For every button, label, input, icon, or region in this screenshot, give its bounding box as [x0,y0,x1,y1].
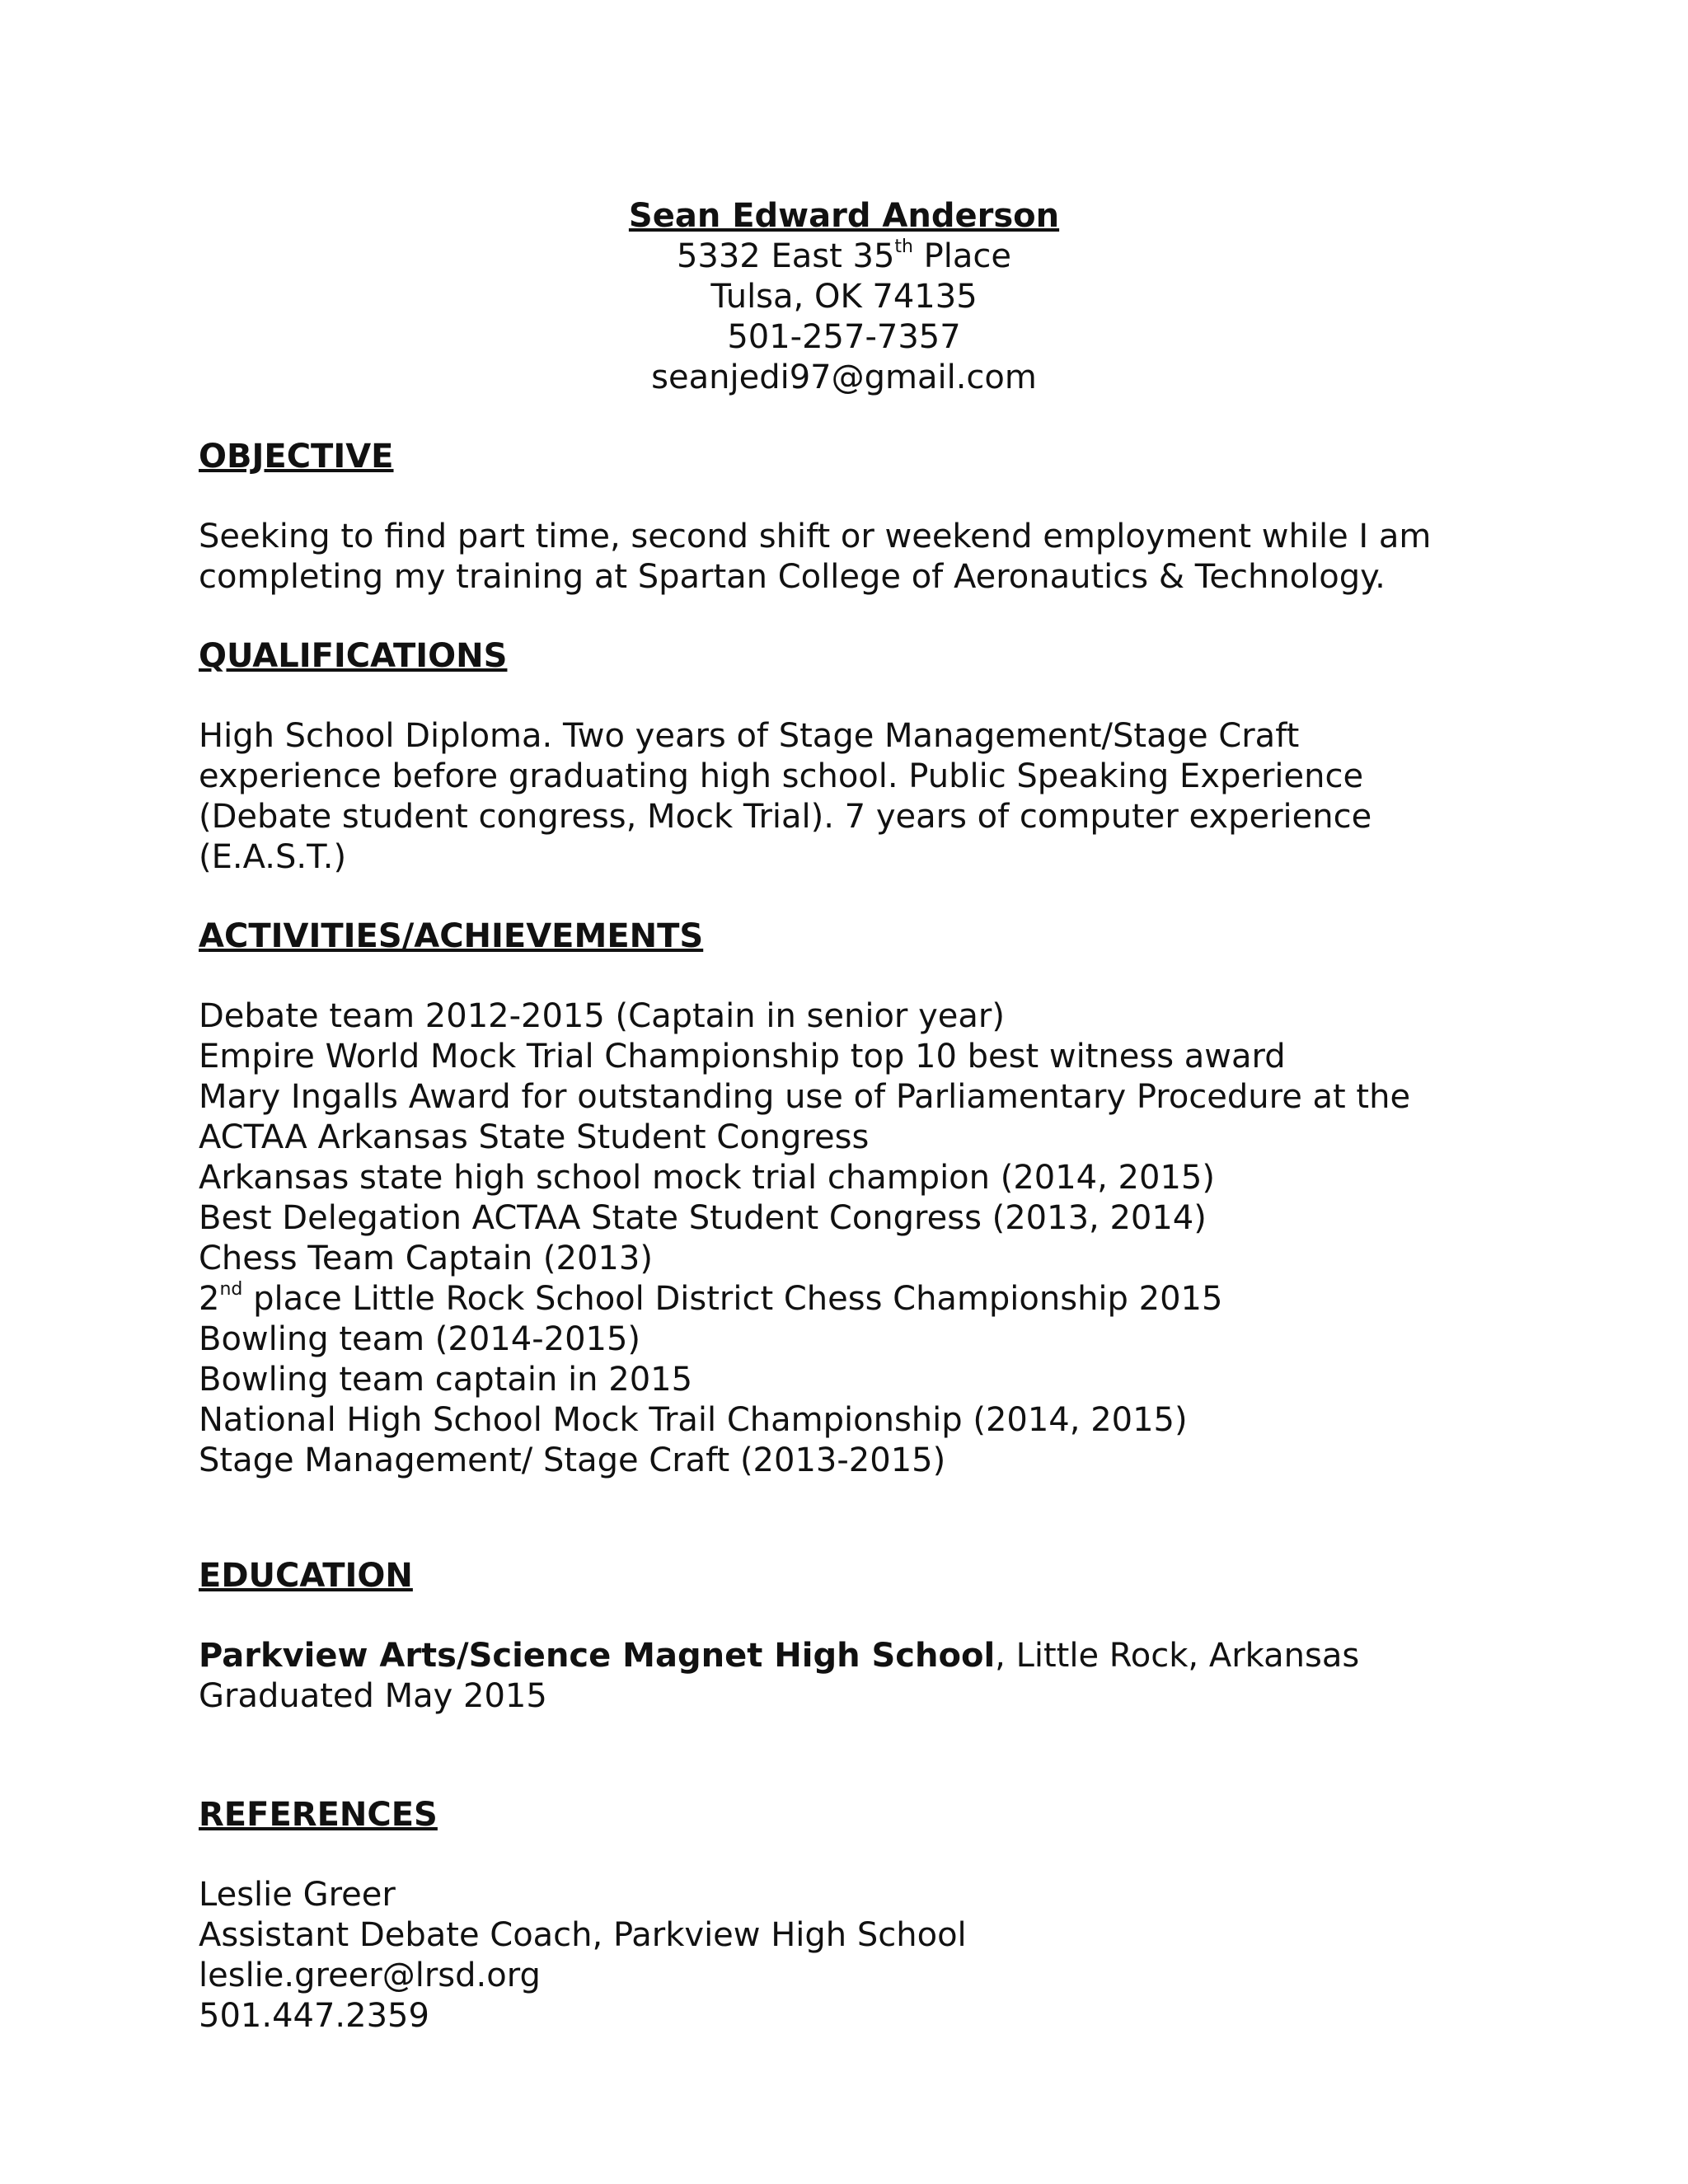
activities-heading: ACTIVITIES/ACHIEVEMENTS [199,917,704,955]
activity-item: National High School Mock Trail Championship (2014, 2015) [199,1401,1188,1439]
education-heading: EDUCATION [199,1557,413,1595]
ordinal-suffix: nd [219,1279,243,1300]
graduation-date: Graduated May 2015 [199,1677,547,1715]
street-number-text: 5332 East 35 [676,237,895,275]
qualifications-line: (Debate student congress, Mock Trial). 7 years of computer experience [199,798,1372,836]
education-section [199,1556,1534,1717]
references-section [199,1795,1534,2036]
ordinal-suffix: th [894,237,913,257]
reference-name: Leslie Greer [199,1876,396,1914]
reference-email: leslie.greer@lrsd.org [199,1957,541,1994]
activity-item: Mary Ingalls Award for outstanding use of Parliamentary Procedure at the [199,1078,1411,1116]
activity-item: Empire World Mock Trial Championship top 10 best witness award [199,1038,1286,1076]
objective-heading: OBJECTIVE [199,438,394,476]
activities-list [199,996,1534,1481]
city-state-zip: Tulsa, OK 74135 [710,278,978,316]
street-suffix-text: Place [912,237,1012,275]
activity-item: Chess Team Captain (2013) [199,1240,653,1277]
email-address: seanjedi97@gmail.com [651,359,1037,396]
activity-item: Best Delegation ACTAA State Student Congress (2013, 2014) [199,1199,1207,1237]
qualifications-line: (E.A.S.T.) [199,838,347,876]
activity-item: Bowling team (2014-2015) [199,1320,641,1358]
qualifications-line: High School Diploma. Two years of Stage Management/Stage Craft [199,717,1300,755]
phone-number: 501-257-7357 [727,318,961,356]
activity-item: Bowling team captain in 2015 [199,1361,693,1399]
street-address [0,237,1688,277]
chess-place-number: 2 [199,1280,220,1318]
references-heading: REFERENCES [199,1796,438,1834]
applicant-name: Sean Edward Anderson [628,197,1060,235]
activity-item-chess [199,1279,1534,1319]
qualifications-heading: QUALIFICATIONS [199,637,508,675]
chess-place-text: place Little Rock School District Chess Championship 2015 [242,1280,1223,1318]
activity-item: Debate team 2012-2015 (Captain in senior year) [199,997,1005,1035]
reference-phone: 501.447.2359 [199,1997,429,2035]
objective-line: Seeking to find part time, second shift or weekend employment while I am [199,518,1432,555]
school-line [199,1636,1534,1676]
qualifications-line: experience before graduating high school. Public Speaking Experience [199,757,1364,795]
activity-item: ACTAA Arkansas State Student Congress [199,1118,870,1156]
activity-item: Arkansas state high school mock trial champion (2014, 2015) [199,1159,1215,1197]
objective-line: completing my training at Spartan College of Aeronautics & Technology. [199,558,1386,596]
contact-header [0,196,1688,398]
activity-item: Stage Management/ Stage Craft (2013-2015) [199,1441,946,1479]
activities-section [199,916,1534,1481]
reference-title: Assistant Debate Coach, Parkview High School [199,1916,967,1954]
qualifications-section [199,636,1534,878]
objective-section [199,437,1534,598]
school-name: Parkview Arts/Science Magnet High School [199,1637,996,1675]
school-location: , Little Rock, Arkansas [995,1637,1360,1675]
